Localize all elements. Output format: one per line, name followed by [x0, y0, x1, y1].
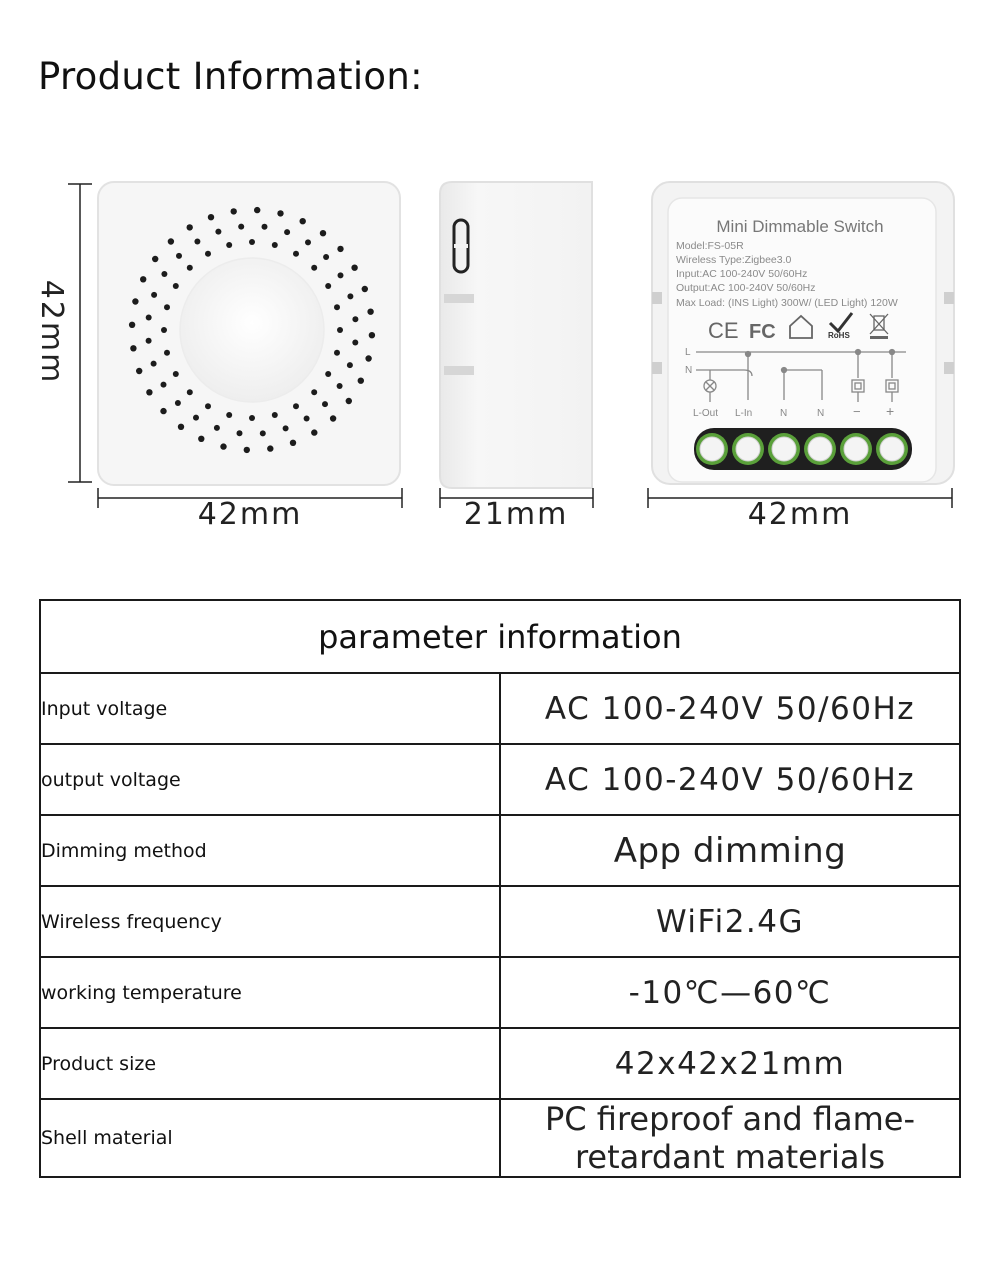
param-value: AC 100-240V 50/60Hz: [500, 744, 960, 815]
terminal-label: L-Out: [693, 408, 719, 419]
dimension-drawing: [0, 160, 1000, 560]
terminal-label: L-In: [735, 408, 753, 419]
param-label: Product size: [40, 1028, 500, 1099]
table-row: [40, 886, 960, 957]
front-width-label: 42mm: [197, 497, 303, 532]
back-view: [652, 182, 954, 484]
wire-label-n: N: [685, 365, 693, 376]
page-title: Product Information:: [38, 55, 423, 98]
back-width-dimension: [648, 488, 952, 532]
back-width-label: 42mm: [747, 497, 853, 532]
param-value: WiFi2.4G: [500, 886, 960, 957]
table-row: [40, 1028, 960, 1099]
param-label: Dimming method: [40, 815, 500, 886]
ce-mark: CE: [708, 318, 739, 343]
side-width-dimension: [440, 488, 593, 532]
table-header-row: [40, 600, 960, 673]
table-row: [40, 815, 960, 886]
parameter-table: [39, 599, 961, 1178]
label-output: Output:AC 100-240V 50/60Hz: [676, 282, 816, 294]
rohs-mark: RoHS: [828, 331, 850, 340]
wire-label-l: L: [685, 347, 691, 358]
fc-mark: FC: [749, 321, 776, 343]
table-row: [40, 1099, 960, 1177]
label-title: Mini Dimmable Switch: [716, 217, 884, 236]
front-width-dimension: [98, 488, 402, 532]
touch-button: [180, 258, 324, 402]
label-wireless: Wireless Type:Zigbee3.0: [676, 254, 792, 266]
front-view: [98, 182, 400, 485]
terminal-label: −: [853, 404, 861, 419]
param-label: Shell material: [40, 1099, 500, 1177]
table-row: [40, 673, 960, 744]
table-row: [40, 744, 960, 815]
terminal-block: [694, 428, 912, 470]
label-input: Input:AC 100-240V 50/60Hz: [676, 268, 808, 280]
param-value: 42x42x21mm: [500, 1028, 960, 1099]
terminal-label: +: [886, 403, 895, 419]
param-label: working temperature: [40, 957, 500, 1028]
param-label: output voltage: [40, 744, 500, 815]
table-row: [40, 957, 960, 1028]
label-model: Model:FS-05R: [676, 240, 744, 252]
param-label: Wireless frequency: [40, 886, 500, 957]
height-dimension: [34, 184, 92, 482]
terminal-label: N: [780, 408, 788, 419]
param-value: -10℃—60℃: [500, 957, 960, 1028]
param-label: Input voltage: [40, 673, 500, 744]
param-value: PC fireproof and flame-retardant materials: [500, 1099, 960, 1177]
param-value: App dimming: [500, 815, 960, 886]
product-dimension-diagram: [0, 160, 1000, 560]
side-width-label: 21mm: [463, 497, 569, 532]
terminal-label: N: [817, 408, 825, 419]
height-label: 42mm: [34, 279, 69, 385]
side-view: [440, 182, 592, 488]
param-value: AC 100-240V 50/60Hz: [500, 673, 960, 744]
label-max-load: Max Load: (INS Light) 300W/ (LED Light) 120W: [676, 297, 898, 309]
table-header: parameter information: [40, 600, 960, 673]
